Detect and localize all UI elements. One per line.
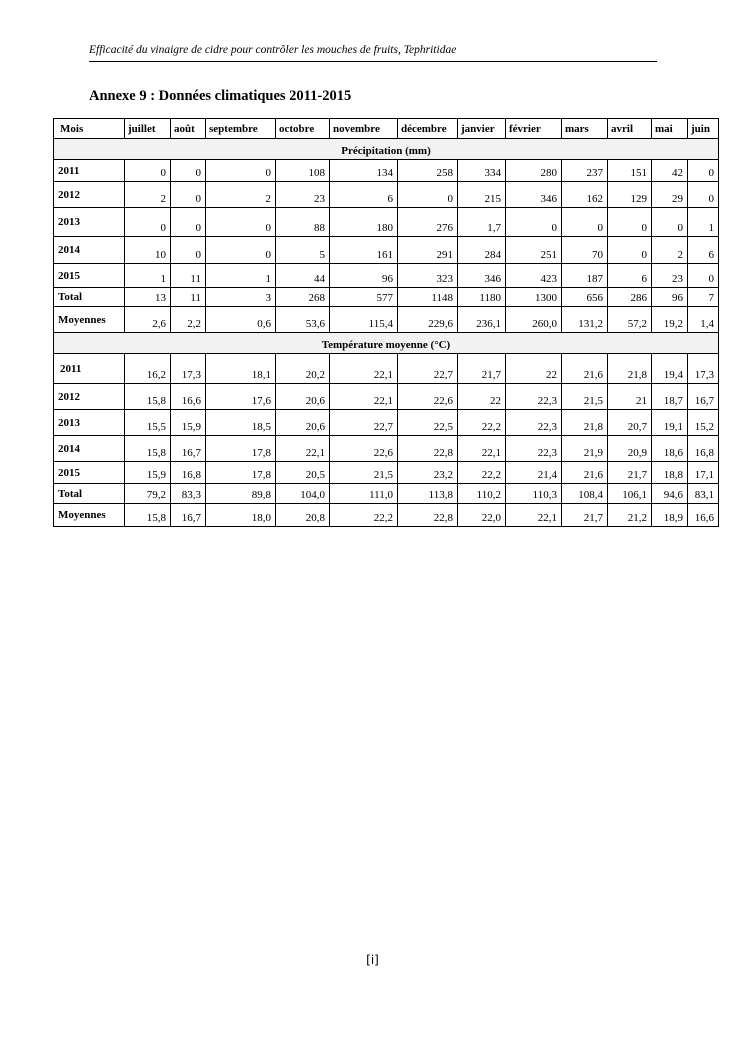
table-cell: 104,0: [276, 484, 330, 504]
table-cell: 10: [125, 237, 171, 264]
table-cell: 22,7: [330, 410, 398, 436]
table-cell: 20,7: [608, 410, 652, 436]
table-cell: 161: [330, 237, 398, 264]
table-cell: 423: [506, 264, 562, 288]
table-cell: 215: [458, 182, 506, 208]
section-title: Précipitation (mm): [54, 139, 719, 160]
table-cell: 2,2: [171, 307, 206, 333]
table-cell: 22,3: [506, 384, 562, 410]
table-cell: 22,7: [398, 354, 458, 384]
table-cell: 42: [652, 160, 688, 182]
table-cell: 1,4: [688, 307, 719, 333]
table-cell: 5: [276, 237, 330, 264]
table-cell: 15,2: [688, 410, 719, 436]
annex-title: Annexe 9 : Données climatiques 2011-2015: [89, 88, 352, 104]
row-label: 2012: [54, 182, 125, 208]
table-cell: 21,6: [562, 462, 608, 484]
table-cell: 21,8: [608, 354, 652, 384]
table-cell: 0: [506, 208, 562, 237]
table-cell: 334: [458, 160, 506, 182]
table-cell: 0: [562, 208, 608, 237]
table-cell: 656: [562, 288, 608, 307]
table-cell: 22,3: [506, 436, 562, 462]
table-cell: 22,0: [458, 504, 506, 527]
column-header-month: septembre: [206, 119, 276, 139]
table-row: [54, 484, 719, 504]
table-cell: 7: [688, 288, 719, 307]
table-cell: 236,1: [458, 307, 506, 333]
table-cell: 280: [506, 160, 562, 182]
column-header-month: décembre: [398, 119, 458, 139]
table-cell: 22,2: [458, 410, 506, 436]
table-cell: 1: [688, 208, 719, 237]
table-cell: 0: [398, 182, 458, 208]
table-cell: 134: [330, 160, 398, 182]
table-cell: 89,8: [206, 484, 276, 504]
table-cell: 1300: [506, 288, 562, 307]
table-cell: 2,6: [125, 307, 171, 333]
row-label: 2014: [54, 237, 125, 264]
table-row: [54, 160, 719, 182]
column-header-month: juillet: [125, 119, 171, 139]
section-header-row: [54, 139, 719, 160]
table-cell: 15,8: [125, 384, 171, 410]
table-cell: 16,8: [688, 436, 719, 462]
table-cell: 229,6: [398, 307, 458, 333]
table-cell: 0: [125, 160, 171, 182]
table-cell: 23: [652, 264, 688, 288]
table-cell: 15,9: [171, 410, 206, 436]
column-header-month: mars: [562, 119, 608, 139]
table-cell: 2: [652, 237, 688, 264]
table-cell: 108: [276, 160, 330, 182]
table-cell: 260,0: [506, 307, 562, 333]
table-cell: 17,3: [171, 354, 206, 384]
table-cell: 19,2: [652, 307, 688, 333]
table-cell: 16,8: [171, 462, 206, 484]
table-cell: 21,5: [562, 384, 608, 410]
table-cell: 131,2: [562, 307, 608, 333]
table-cell: 251: [506, 237, 562, 264]
table-cell: 17,8: [206, 462, 276, 484]
table-cell: 237: [562, 160, 608, 182]
table-row: [54, 436, 719, 462]
table-cell: 1180: [458, 288, 506, 307]
table-cell: 0: [688, 182, 719, 208]
table-cell: 0: [608, 237, 652, 264]
table-cell: 2: [125, 182, 171, 208]
table-cell: 21,5: [330, 462, 398, 484]
table-cell: 6: [688, 237, 719, 264]
table-row: [54, 410, 719, 436]
table-cell: 577: [330, 288, 398, 307]
table-cell: 20,6: [276, 384, 330, 410]
table-cell: 18,9: [652, 504, 688, 527]
table-cell: 115,4: [330, 307, 398, 333]
table-cell: 22,3: [506, 410, 562, 436]
table-cell: 21,8: [562, 410, 608, 436]
table-cell: 18,5: [206, 410, 276, 436]
table-cell: 70: [562, 237, 608, 264]
row-label: 2013: [54, 208, 125, 237]
column-header-month: août: [171, 119, 206, 139]
table-cell: 17,1: [688, 462, 719, 484]
table-cell: 106,1: [608, 484, 652, 504]
table-cell: 21,7: [562, 504, 608, 527]
table-cell: 0: [171, 182, 206, 208]
table-row: [54, 504, 719, 527]
column-header-month: juin: [688, 119, 719, 139]
table-cell: 291: [398, 237, 458, 264]
table-cell: 0,6: [206, 307, 276, 333]
table-cell: 129: [608, 182, 652, 208]
table-cell: 0: [206, 208, 276, 237]
table-cell: 19,4: [652, 354, 688, 384]
table-cell: 0: [206, 237, 276, 264]
table-cell: 110,3: [506, 484, 562, 504]
table-cell: 16,7: [171, 436, 206, 462]
table-row: [54, 208, 719, 237]
table-cell: 3: [206, 288, 276, 307]
table-cell: 20,2: [276, 354, 330, 384]
table-cell: 23: [276, 182, 330, 208]
table-header-row: [54, 119, 719, 139]
table-cell: 22,1: [276, 436, 330, 462]
table-cell: 22,2: [458, 462, 506, 484]
row-label: Moyennes: [54, 307, 125, 333]
row-label: Moyennes: [54, 504, 125, 527]
row-label: 2015: [54, 264, 125, 288]
table-cell: 88: [276, 208, 330, 237]
table-cell: 21: [608, 384, 652, 410]
table-cell: 18,7: [652, 384, 688, 410]
table-cell: 83,3: [171, 484, 206, 504]
table-cell: 15,8: [125, 436, 171, 462]
table-cell: 19,1: [652, 410, 688, 436]
table-cell: 17,6: [206, 384, 276, 410]
table-cell: 18,1: [206, 354, 276, 384]
section-title: Température moyenne (°C): [54, 333, 719, 354]
row-label: 2015: [54, 462, 125, 484]
table-cell: 268: [276, 288, 330, 307]
table-cell: 21,9: [562, 436, 608, 462]
table-cell: 22,6: [330, 436, 398, 462]
table-body: [54, 139, 719, 527]
table-cell: 20,9: [608, 436, 652, 462]
table-cell: 17,3: [688, 354, 719, 384]
table-cell: 0: [688, 160, 719, 182]
table-cell: 346: [458, 264, 506, 288]
table-cell: 18,6: [652, 436, 688, 462]
row-label: 2013: [54, 410, 125, 436]
table-cell: 22,8: [398, 436, 458, 462]
table-cell: 96: [330, 264, 398, 288]
table-cell: 162: [562, 182, 608, 208]
table-cell: 0: [125, 208, 171, 237]
table-cell: 22,1: [506, 504, 562, 527]
table-cell: 0: [652, 208, 688, 237]
table-cell: 83,1: [688, 484, 719, 504]
table-cell: 0: [688, 264, 719, 288]
table-cell: 21,7: [458, 354, 506, 384]
column-header-month: octobre: [276, 119, 330, 139]
table-cell: 0: [171, 237, 206, 264]
column-header-month: janvier: [458, 119, 506, 139]
table-cell: 22,2: [330, 504, 398, 527]
table-cell: 18,0: [206, 504, 276, 527]
table-cell: 18,8: [652, 462, 688, 484]
table-cell: 16,6: [688, 504, 719, 527]
table-cell: 276: [398, 208, 458, 237]
table-cell: 22: [458, 384, 506, 410]
row-label: 2011: [54, 354, 125, 384]
table-cell: 22,1: [330, 354, 398, 384]
table-cell: 96: [652, 288, 688, 307]
table-cell: 20,8: [276, 504, 330, 527]
table-cell: 16,7: [171, 504, 206, 527]
running-header: Efficacité du vinaigre de cidre pour contrôler les mouches de fruits, Tephritidae: [89, 43, 657, 62]
table-cell: 2: [206, 182, 276, 208]
table-cell: 16,7: [688, 384, 719, 410]
table-cell: 22,1: [330, 384, 398, 410]
table-row: [54, 354, 719, 384]
table-cell: 284: [458, 237, 506, 264]
table-cell: 108,4: [562, 484, 608, 504]
table-cell: 111,0: [330, 484, 398, 504]
table-row: [54, 182, 719, 208]
column-header-month: février: [506, 119, 562, 139]
table-cell: 15,9: [125, 462, 171, 484]
table-cell: 21,7: [608, 462, 652, 484]
row-label: 2014: [54, 436, 125, 462]
table-cell: 21,4: [506, 462, 562, 484]
table-cell: 17,8: [206, 436, 276, 462]
table-cell: 79,2: [125, 484, 171, 504]
table-cell: 22,1: [458, 436, 506, 462]
table-cell: 110,2: [458, 484, 506, 504]
table-cell: 0: [171, 208, 206, 237]
table-cell: 16,2: [125, 354, 171, 384]
table-cell: 23,2: [398, 462, 458, 484]
table-cell: 0: [206, 160, 276, 182]
table-row: [54, 288, 719, 307]
table-cell: 6: [608, 264, 652, 288]
table-row: [54, 462, 719, 484]
table-cell: 21,2: [608, 504, 652, 527]
table-row: [54, 237, 719, 264]
table-cell: 346: [506, 182, 562, 208]
table-cell: 0: [171, 160, 206, 182]
table-cell: 151: [608, 160, 652, 182]
table-row: [54, 307, 719, 333]
row-label: 2011: [54, 160, 125, 182]
table-cell: 1: [206, 264, 276, 288]
table-cell: 20,5: [276, 462, 330, 484]
table-cell: 15,8: [125, 504, 171, 527]
table-row: [54, 264, 719, 288]
table-cell: 187: [562, 264, 608, 288]
column-header-month: novembre: [330, 119, 398, 139]
column-header-month: avril: [608, 119, 652, 139]
table-cell: 16,6: [171, 384, 206, 410]
table-cell: 13: [125, 288, 171, 307]
page-number: [i]: [366, 953, 379, 967]
table-cell: 180: [330, 208, 398, 237]
table-cell: 323: [398, 264, 458, 288]
table-cell: 11: [171, 288, 206, 307]
table-cell: 57,2: [608, 307, 652, 333]
table-cell: 6: [330, 182, 398, 208]
table-cell: 53,6: [276, 307, 330, 333]
section-header-row: [54, 333, 719, 354]
table-cell: 20,6: [276, 410, 330, 436]
table-cell: 22: [506, 354, 562, 384]
table-cell: 22,8: [398, 504, 458, 527]
column-header-month-label: Mois: [54, 119, 125, 139]
table-cell: 1,7: [458, 208, 506, 237]
table-cell: 0: [608, 208, 652, 237]
table-cell: 15,5: [125, 410, 171, 436]
table-cell: 1148: [398, 288, 458, 307]
table-cell: 22,5: [398, 410, 458, 436]
table-cell: 286: [608, 288, 652, 307]
row-label: 2012: [54, 384, 125, 410]
table-cell: 21,6: [562, 354, 608, 384]
table-cell: 1: [125, 264, 171, 288]
table-cell: 94,6: [652, 484, 688, 504]
table-cell: 113,8: [398, 484, 458, 504]
table-row: [54, 384, 719, 410]
table-cell: 11: [171, 264, 206, 288]
table-cell: 22,6: [398, 384, 458, 410]
climate-data-table: [53, 118, 719, 527]
table-cell: 258: [398, 160, 458, 182]
column-header-month: mai: [652, 119, 688, 139]
table-cell: 44: [276, 264, 330, 288]
table-cell: 29: [652, 182, 688, 208]
row-label: Total: [54, 288, 125, 307]
row-label: Total: [54, 484, 125, 504]
